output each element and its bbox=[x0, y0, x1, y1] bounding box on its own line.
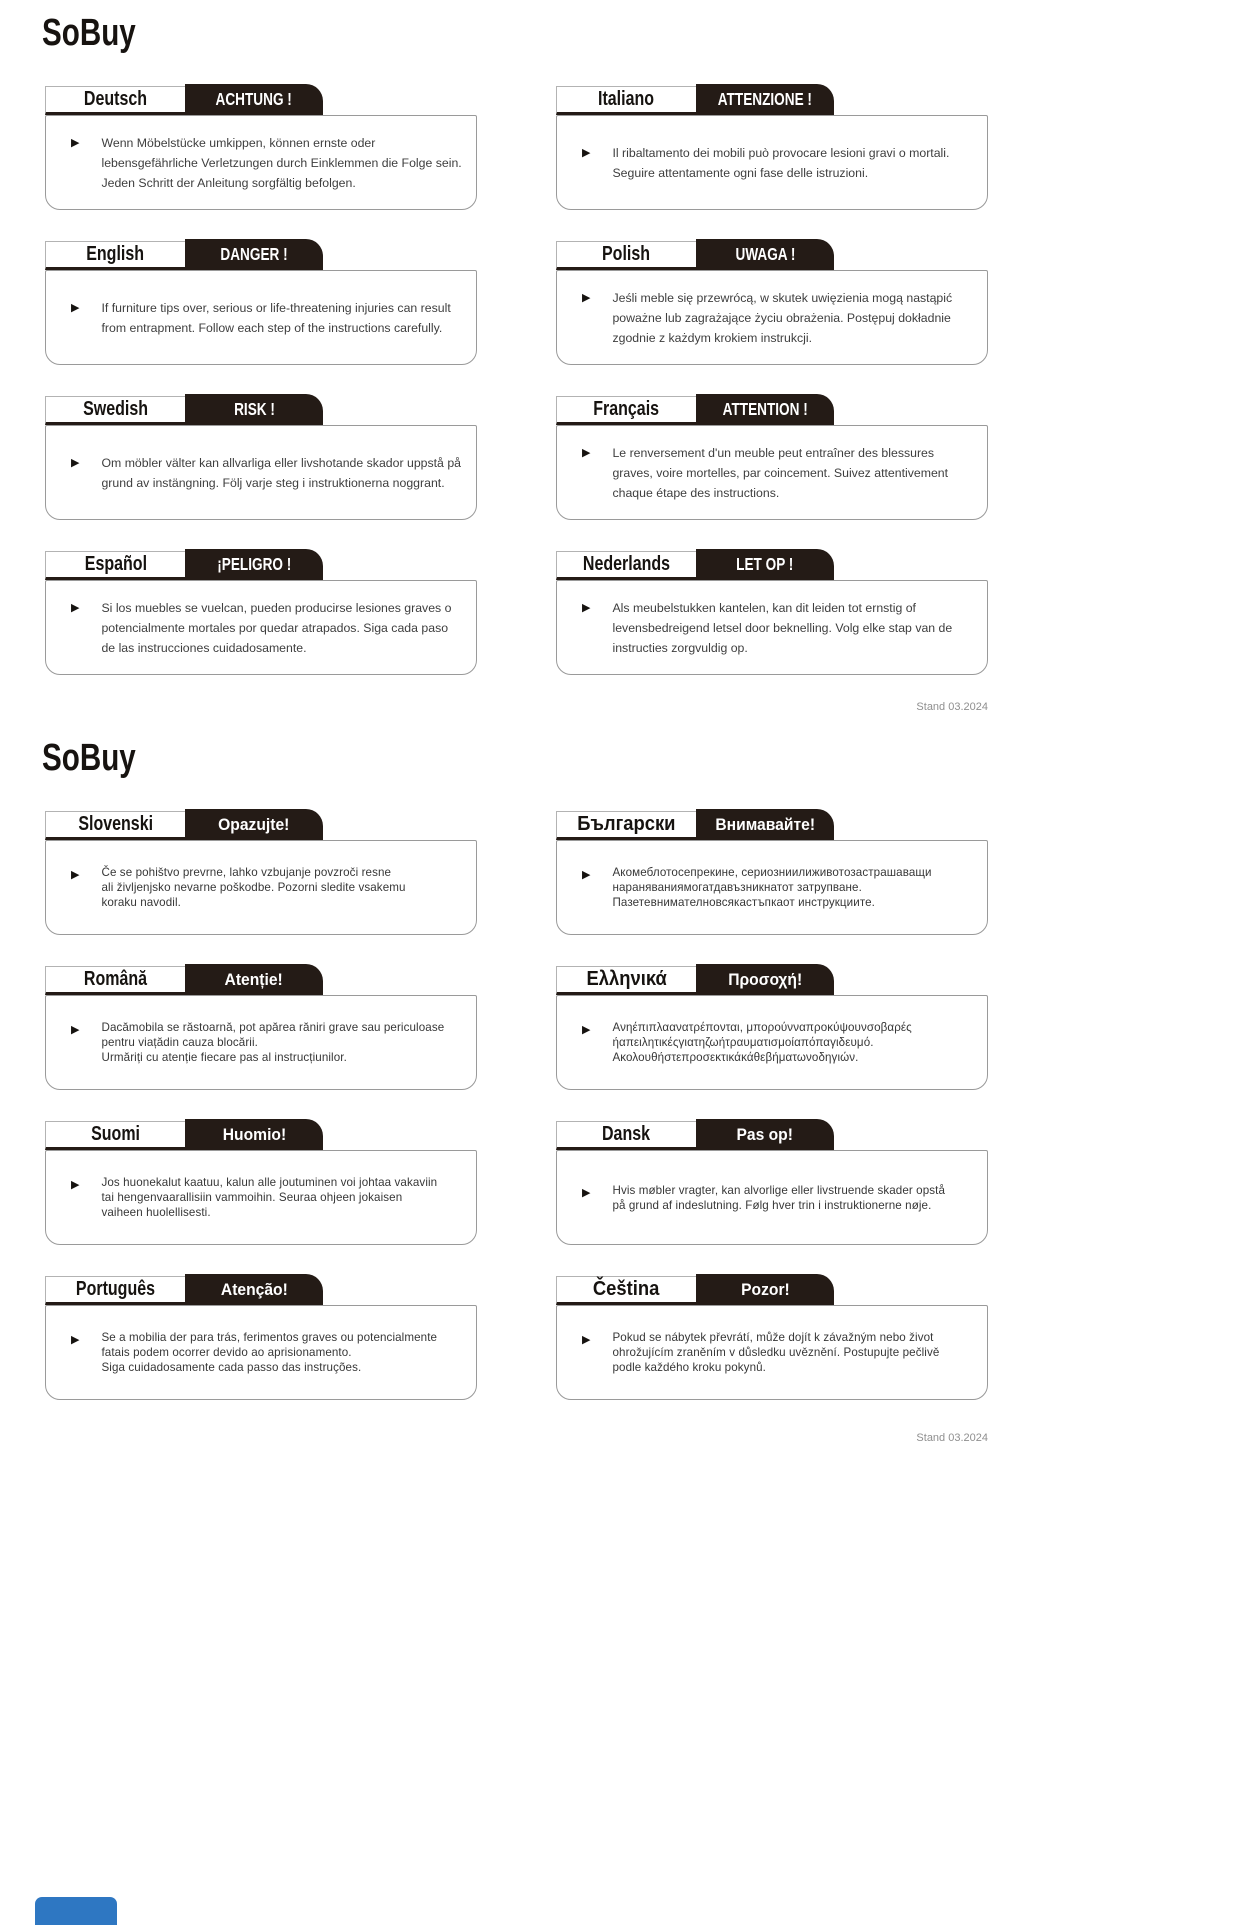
warning-body-inner bbox=[71, 598, 451, 658]
language-tab bbox=[45, 241, 186, 270]
warning-body-inner bbox=[71, 453, 461, 493]
warning-text-line: lebensgefährliche Verletzungen durch Einklemmen die Folge sein. bbox=[101, 155, 462, 170]
language-label: English bbox=[86, 242, 145, 266]
warning-body bbox=[556, 1150, 988, 1245]
warning-body-inner bbox=[71, 133, 462, 193]
language-tab bbox=[45, 86, 186, 115]
language-label: Español bbox=[84, 552, 147, 576]
warning-body bbox=[556, 580, 988, 675]
warning-card bbox=[556, 965, 988, 1090]
warning-text bbox=[101, 1020, 444, 1065]
stand-date: Stand 03.2024 bbox=[916, 1432, 988, 1444]
card-header bbox=[45, 240, 477, 270]
warning-text-line: Ακολουθήστεπροσεκτικάκάθεβήματωνοδηγιών. bbox=[612, 1051, 859, 1064]
warning-card bbox=[556, 1275, 988, 1400]
warning-text-line: pentru viațădin cauza blocării. bbox=[101, 1036, 258, 1049]
warning-card bbox=[45, 395, 477, 520]
warning-label: Pozor! bbox=[740, 1279, 790, 1299]
warning-text-line: If furniture tips over, serious or life-threatening injuries can result bbox=[101, 300, 451, 315]
warning-text bbox=[101, 453, 461, 493]
language-tab bbox=[556, 1276, 697, 1305]
warning-text-line: podle každého kroku pokynů. bbox=[612, 1361, 766, 1374]
warning-text bbox=[612, 288, 952, 348]
triangle-bullet-icon: ▶ bbox=[582, 446, 591, 459]
warning-label: DANGER ! bbox=[220, 244, 288, 264]
language-label: Français bbox=[593, 397, 660, 421]
warning-label: UWAGA ! bbox=[735, 244, 795, 264]
warning-text-line: zgodnie z każdym krokiem instrukcji. bbox=[612, 330, 813, 345]
warning-label: ATTENTION ! bbox=[722, 399, 808, 419]
language-label: Ελληνικά bbox=[586, 968, 667, 990]
warning-body-inner bbox=[582, 443, 948, 503]
card-header bbox=[556, 395, 988, 425]
warning-text-line: ali življenjsko nevarne poškodbe. Pozorni sledite vsakemu bbox=[101, 881, 406, 894]
warning-text-line: ohrožujícím zraněním v důsledku uvěznění. Postupujte pečlivě bbox=[612, 1346, 940, 1359]
warning-text-line: Ανηέπιπλαανατρέπονται, μπορούνναπροκύψουνσοβαρές bbox=[612, 1021, 912, 1034]
triangle-bullet-icon: ▶ bbox=[71, 869, 80, 881]
warning-grid-page-1 bbox=[45, 85, 988, 675]
language-tab bbox=[45, 551, 186, 580]
warning-card bbox=[45, 85, 477, 210]
warning-body-inner bbox=[71, 1020, 444, 1065]
warning-text bbox=[612, 143, 949, 183]
warning-tab bbox=[185, 84, 323, 115]
brand-logo: SoBuy bbox=[42, 736, 136, 779]
triangle-bullet-icon: ▶ bbox=[71, 601, 80, 614]
warning-text bbox=[612, 865, 931, 910]
warning-body-inner bbox=[71, 865, 406, 910]
warning-card bbox=[45, 550, 477, 675]
warning-label: RISK ! bbox=[233, 399, 275, 419]
warning-tab bbox=[185, 394, 323, 425]
warning-text bbox=[101, 1175, 437, 1220]
warning-text bbox=[612, 1020, 911, 1065]
warning-text-line: Jeśli meble się przewrócą, w skutek uwięzienia mogą nastąpić bbox=[612, 290, 953, 305]
warning-card bbox=[556, 85, 988, 210]
warning-text-line: Als meubelstukken kantelen, kan dit leiden tot ernstig of bbox=[612, 600, 916, 615]
triangle-bullet-icon: ▶ bbox=[582, 869, 591, 881]
card-header bbox=[45, 1120, 477, 1150]
card-header bbox=[556, 240, 988, 270]
warning-body-inner bbox=[582, 865, 932, 910]
triangle-bullet-icon: ▶ bbox=[582, 601, 591, 614]
warning-text-line: potencialmente mortales por quedar atrapados. Siga cada paso bbox=[101, 620, 449, 635]
language-label: Deutsch bbox=[83, 87, 148, 111]
warning-body-inner bbox=[582, 288, 952, 348]
warning-card bbox=[45, 1120, 477, 1245]
warning-tab bbox=[185, 1119, 323, 1150]
warning-body-inner bbox=[582, 143, 949, 183]
warning-text-line: Jeden Schritt der Anleitung sorgfältig befolgen. bbox=[101, 175, 356, 190]
warning-body-inner bbox=[71, 298, 451, 338]
warning-tab bbox=[696, 239, 834, 270]
warning-body bbox=[45, 840, 477, 935]
warning-label: Huomio! bbox=[222, 1124, 286, 1144]
warning-tab bbox=[696, 1274, 834, 1305]
warning-body-inner bbox=[582, 1183, 945, 1213]
warning-text-line: Urmăriți cu atenție fiecare pas al instrucțiunilor. bbox=[101, 1051, 347, 1064]
warning-card bbox=[556, 550, 988, 675]
card-header bbox=[45, 550, 477, 580]
warning-text-line: Пазетевнимателновсякастъпкаот инструкциите. bbox=[612, 896, 875, 909]
language-tab bbox=[45, 966, 186, 995]
warning-card bbox=[556, 240, 988, 365]
stand-date: Stand 03.2024 bbox=[916, 701, 988, 713]
warning-body bbox=[556, 270, 988, 365]
warning-body bbox=[45, 995, 477, 1090]
warning-tab bbox=[185, 549, 323, 580]
warning-tab bbox=[185, 1274, 323, 1305]
language-tab bbox=[556, 811, 697, 840]
card-header bbox=[556, 1275, 988, 1305]
warning-body bbox=[556, 115, 988, 210]
warning-text-line: levensbedreigend letsel door beknelling. Volg elke stap van de bbox=[612, 620, 953, 635]
warning-tab bbox=[185, 239, 323, 270]
card-header bbox=[556, 810, 988, 840]
warning-tab bbox=[185, 964, 323, 995]
warning-tab bbox=[696, 549, 834, 580]
language-label: Polish bbox=[602, 242, 651, 266]
blue-footer-tab bbox=[35, 1897, 117, 1925]
warning-body-inner bbox=[71, 1175, 437, 1220]
warning-text-line: Jos huonekalut kaatuu, kalun alle joutuminen voi johtaa vakaviin bbox=[101, 1176, 438, 1189]
brand-logo: SoBuy bbox=[42, 11, 136, 54]
warning-tab bbox=[696, 84, 834, 115]
warning-label: Atenție! bbox=[224, 969, 284, 989]
card-header bbox=[45, 395, 477, 425]
warning-body bbox=[45, 1305, 477, 1400]
warning-body bbox=[45, 115, 477, 210]
warning-body bbox=[45, 580, 477, 675]
warning-text-line: Si los muebles se vuelcan, pueden producirse lesiones graves o bbox=[101, 600, 452, 615]
card-header bbox=[556, 965, 988, 995]
warning-label: Pas op! bbox=[736, 1124, 794, 1144]
card-header bbox=[556, 85, 988, 115]
triangle-bullet-icon: ▶ bbox=[582, 1334, 591, 1346]
warning-text bbox=[101, 133, 461, 193]
warning-text-line: fatais podem ocorrer devido ao aprisionamento. bbox=[101, 1346, 352, 1359]
warning-text-line: Pokud se nábytek převrátí, může dojít k závažným nebo život bbox=[612, 1331, 934, 1344]
warning-text-line: på grund af indeslutning. Følg hver trin i instruktionerne nøje. bbox=[612, 1198, 932, 1212]
language-tab bbox=[556, 86, 697, 115]
card-header bbox=[556, 550, 988, 580]
language-label: Română bbox=[83, 967, 148, 991]
card-header bbox=[556, 1120, 988, 1150]
warning-label: Atenção! bbox=[220, 1279, 288, 1299]
triangle-bullet-icon: ▶ bbox=[71, 1024, 80, 1036]
warning-text-line: Če se pohištvo prevrne, lahko vzbujanje povzroči resne bbox=[101, 866, 392, 879]
warning-text-line: koraku navodil. bbox=[101, 896, 181, 909]
warning-text bbox=[612, 443, 948, 503]
warning-text bbox=[612, 598, 952, 658]
language-tab bbox=[556, 241, 697, 270]
warning-text bbox=[612, 1183, 945, 1213]
warning-grid-page-2 bbox=[45, 810, 988, 1400]
warning-label: ACHTUNG ! bbox=[215, 89, 293, 109]
warning-text-line: graves, voire mortelles, par coincement. Suivez attentivement bbox=[612, 465, 949, 480]
warning-text-line: vaiheen huolellisesti. bbox=[101, 1206, 211, 1219]
warning-tab bbox=[696, 394, 834, 425]
language-tab bbox=[556, 551, 697, 580]
warning-label: Opazujte! bbox=[218, 814, 290, 834]
triangle-bullet-icon: ▶ bbox=[582, 1024, 591, 1036]
triangle-bullet-icon: ▶ bbox=[71, 301, 80, 314]
warning-body-inner bbox=[582, 1330, 939, 1375]
warning-text-line: de las instrucciones cuidadosamente. bbox=[101, 640, 307, 655]
language-label: Nederlands bbox=[582, 552, 671, 576]
warning-label: Внимавайте! bbox=[715, 814, 815, 834]
warning-text bbox=[101, 298, 450, 338]
warning-text-line: Se a mobilia der para trás, ferimentos graves ou potencialmente bbox=[101, 1331, 438, 1344]
language-tab bbox=[556, 966, 697, 995]
warning-body bbox=[556, 425, 988, 520]
warning-text-line: Dacămobila se răstoarnă, pot apărea răniri grave sau periculoase bbox=[101, 1021, 445, 1034]
warning-text-line: Акомеблотосепрекине, сериозниилиживотозастрашаващи bbox=[612, 866, 932, 879]
language-label: Suomi bbox=[91, 1122, 140, 1146]
warning-text-line: grund av instängning. Följ varje steg i instruktionerna noggrant. bbox=[101, 475, 445, 490]
card-header bbox=[45, 1275, 477, 1305]
language-label: Português bbox=[75, 1277, 156, 1301]
triangle-bullet-icon: ▶ bbox=[71, 1334, 80, 1346]
triangle-bullet-icon: ▶ bbox=[71, 456, 80, 469]
warning-label: ¡PELIGRO ! bbox=[216, 554, 292, 574]
warning-card bbox=[556, 1120, 988, 1245]
language-label: Swedish bbox=[83, 397, 148, 421]
triangle-bullet-icon: ▶ bbox=[71, 1179, 80, 1191]
warning-body-inner bbox=[71, 1330, 437, 1375]
warning-tab bbox=[696, 964, 834, 995]
warning-text-line: Hvis møbler vragter, kan alvorlige eller livstruende skader opstå bbox=[612, 1183, 946, 1197]
warning-text bbox=[101, 865, 405, 910]
warning-text-line: нараняваниямогатдавъзникнатот затрупване. bbox=[612, 881, 862, 894]
warning-card bbox=[556, 395, 988, 520]
warning-text bbox=[101, 598, 451, 658]
warning-text-line: Siga cuidadosamente cada passo das instruções. bbox=[101, 1361, 362, 1374]
warning-body-inner bbox=[582, 598, 952, 658]
warning-text-line: Om möbler välter kan allvarliga eller livshotande skador uppstå på bbox=[101, 455, 461, 470]
warning-text bbox=[101, 1330, 437, 1375]
warning-body bbox=[556, 1305, 988, 1400]
triangle-bullet-icon: ▶ bbox=[582, 1186, 591, 1199]
language-label: Dansk bbox=[602, 1122, 651, 1146]
language-tab bbox=[556, 1121, 697, 1150]
warning-label: Προσοχή! bbox=[727, 969, 802, 989]
language-tab bbox=[45, 811, 186, 840]
warning-text-line: poważne lub zagrażające życiu obrażenia. Postępuj dokładnie bbox=[612, 310, 951, 325]
warning-body bbox=[45, 425, 477, 520]
warning-text-line: from entrapment. Follow each step of the instructions carefully. bbox=[101, 320, 443, 335]
language-label: Čeština bbox=[593, 1278, 660, 1300]
warning-body-inner bbox=[582, 1020, 912, 1065]
warning-card bbox=[45, 1275, 477, 1400]
language-tab bbox=[556, 396, 697, 425]
warning-card bbox=[45, 810, 477, 935]
warning-card bbox=[45, 965, 477, 1090]
triangle-bullet-icon: ▶ bbox=[582, 146, 591, 159]
warning-card bbox=[45, 240, 477, 365]
warning-text-line: Il ribaltamento dei mobili può provocare lesioni gravi o mortali. bbox=[612, 145, 950, 160]
warning-body bbox=[45, 270, 477, 365]
language-tab bbox=[45, 396, 186, 425]
language-tab bbox=[45, 1121, 186, 1150]
warning-tab bbox=[185, 809, 323, 840]
warning-text-line: Wenn Möbelstücke umkippen, können ernste oder bbox=[101, 135, 376, 150]
warning-body bbox=[556, 840, 988, 935]
language-label: Italiano bbox=[598, 87, 655, 111]
warning-card bbox=[556, 810, 988, 935]
warning-text-line: Seguire attentamente ogni fase delle istruzioni. bbox=[612, 165, 869, 180]
language-tab bbox=[45, 1276, 186, 1305]
triangle-bullet-icon: ▶ bbox=[582, 291, 591, 304]
card-header bbox=[45, 85, 477, 115]
warning-text-line: Le renversement d'un meuble peut entraîner des blessures bbox=[612, 445, 935, 460]
warning-body bbox=[45, 1150, 477, 1245]
warning-text-line: chaque étape des instructions. bbox=[612, 485, 780, 500]
warning-text-line: tai hengenvaarallisiin vammoihin. Seuraa ohjeen jokaisen bbox=[101, 1191, 403, 1204]
language-label: Slovenski bbox=[78, 812, 153, 836]
warning-text-line: instructies zorgvuldig op. bbox=[612, 640, 748, 655]
warning-tab bbox=[696, 809, 834, 840]
warning-text-line: ήαπειλητικέςγιατηζωήτραυματισμοίαπόπαγιδευμό. bbox=[612, 1036, 874, 1049]
warning-label: ATTENZIONE ! bbox=[717, 89, 813, 109]
card-header bbox=[45, 810, 477, 840]
triangle-bullet-icon: ▶ bbox=[71, 136, 80, 149]
warning-label: LET OP ! bbox=[736, 554, 794, 574]
warning-tab bbox=[696, 1119, 834, 1150]
language-label: Български bbox=[577, 813, 676, 835]
warning-body bbox=[556, 995, 988, 1090]
card-header bbox=[45, 965, 477, 995]
warning-text bbox=[612, 1330, 939, 1375]
